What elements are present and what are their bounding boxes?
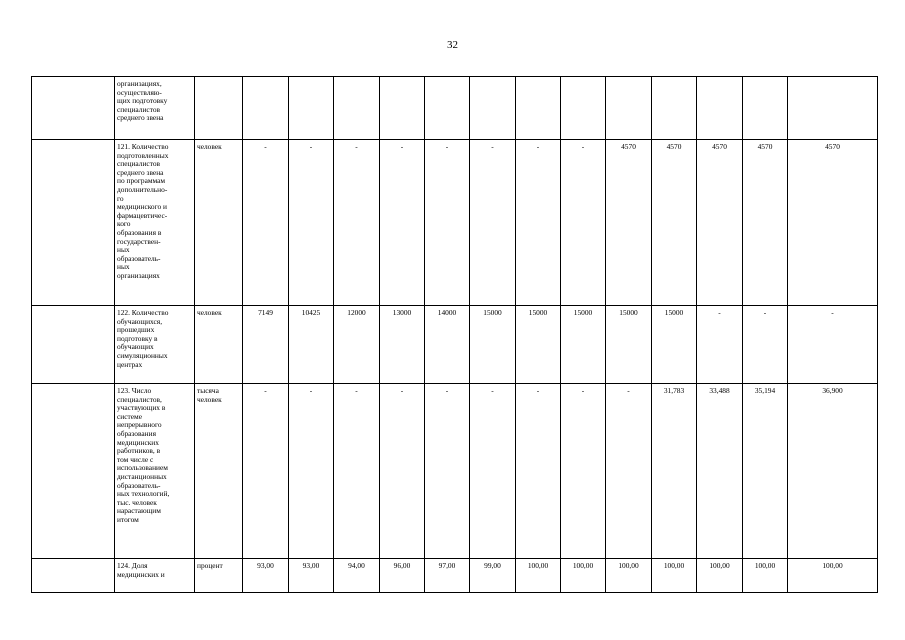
indicator-name-cell-line: щих подготовку <box>117 96 168 106</box>
indicator-name-cell <box>115 384 195 559</box>
indicator-name-cell <box>115 77 195 140</box>
indicator-name-cell-line: среднего звена <box>117 167 164 177</box>
table-row <box>32 140 878 306</box>
value-cell: 4570 <box>743 140 788 306</box>
value-cell: 93,00 <box>289 559 334 593</box>
indicator-name-cell-line: дистанционных <box>117 471 167 481</box>
indicator-name-cell-line: дополнительно- <box>117 184 168 194</box>
value-cell: 93,00 <box>243 559 289 593</box>
indicator-name-cell-line: го <box>117 193 124 203</box>
indicator-table <box>31 76 878 593</box>
value-cell <box>334 77 380 140</box>
indicator-name-cell-line: нарастающим <box>117 506 161 516</box>
unit-cell-line: тысяча <box>197 386 219 395</box>
indicator-name-cell-line: ных технологий, <box>117 489 170 499</box>
indicator-name-cell-line: кого <box>117 219 131 229</box>
value-cell: - <box>697 306 743 384</box>
value-cell: 13000 <box>380 306 425 384</box>
value-cell: 14000 <box>425 306 470 384</box>
indicator-name-cell-line: прошедших <box>117 325 155 335</box>
indicator-name-cell-line: специалистов, <box>117 394 162 404</box>
indicator-name-cell-line: обучающих <box>117 342 154 352</box>
unit-cell-line: человек <box>197 308 222 317</box>
indicator-name-cell-line: участвующих в <box>117 403 166 413</box>
indicator-name-cell-line: подготовленных <box>117 150 169 160</box>
value-cell <box>425 77 470 140</box>
value-cell: 36,900 <box>788 384 878 559</box>
table-row <box>32 77 878 140</box>
value-cell: 12000 <box>334 306 380 384</box>
indicator-name-cell <box>115 140 195 306</box>
unit-cell-line: процент <box>197 561 223 570</box>
indicator-name-cell-line: обучающихся, <box>117 316 163 326</box>
value-cell: 15000 <box>470 306 516 384</box>
value-cell: - <box>788 306 878 384</box>
value-cell: - <box>516 140 561 306</box>
blank-cell <box>32 140 115 306</box>
value-cell: 99,00 <box>470 559 516 593</box>
value-cell: 100,00 <box>561 559 606 593</box>
value-cell <box>743 77 788 140</box>
unit-cell <box>195 77 243 140</box>
indicator-name-cell-line: специалистов <box>117 159 161 169</box>
value-cell: 4570 <box>697 140 743 306</box>
value-cell: 100,00 <box>606 559 652 593</box>
value-cell: - <box>243 140 289 306</box>
value-cell: - <box>380 384 425 559</box>
value-cell <box>243 77 289 140</box>
indicator-name-cell-line: ных <box>117 245 130 255</box>
value-cell <box>289 77 334 140</box>
value-cell: - <box>289 384 334 559</box>
value-cell: - <box>425 140 470 306</box>
indicator-name-cell-line: государствен- <box>117 236 161 246</box>
value-cell: - <box>516 384 561 559</box>
blank-cell <box>32 306 115 384</box>
indicator-name-cell-line: фармацевтичес- <box>117 210 168 220</box>
value-cell: 31,783 <box>652 384 697 559</box>
value-cell: - <box>380 140 425 306</box>
indicator-name-cell-line: 121. Количество <box>117 142 169 151</box>
value-cell: 10425 <box>289 306 334 384</box>
indicator-name-cell-line: медицинских <box>117 437 159 447</box>
value-cell: 15000 <box>652 306 697 384</box>
unit-cell <box>195 140 243 306</box>
blank-cell <box>32 384 115 559</box>
value-cell: - <box>425 384 470 559</box>
indicator-name-cell-line: ных <box>117 262 130 272</box>
value-cell: - <box>561 384 606 559</box>
value-cell <box>788 77 878 140</box>
value-cell: - <box>289 140 334 306</box>
indicator-name-cell-line: осуществляю- <box>117 87 162 97</box>
value-cell: 100,00 <box>697 559 743 593</box>
value-cell <box>561 77 606 140</box>
indicator-name-cell-line: центрах <box>117 359 143 369</box>
unit-cell-line: человек <box>197 394 222 404</box>
value-cell: 96,00 <box>380 559 425 593</box>
value-cell: - <box>243 384 289 559</box>
value-cell: 100,00 <box>788 559 878 593</box>
value-cell: 4570 <box>788 140 878 306</box>
value-cell: 97,00 <box>425 559 470 593</box>
value-cell: 15000 <box>561 306 606 384</box>
indicator-name-cell-line: 122. Количество <box>117 308 169 317</box>
indicator-name-cell-line: медицинского и <box>117 202 167 212</box>
indicator-name-cell-line: использованием <box>117 463 168 473</box>
value-cell: 4570 <box>652 140 697 306</box>
value-cell: 100,00 <box>743 559 788 593</box>
value-cell: 7149 <box>243 306 289 384</box>
indicator-name-cell-line: 123. Число <box>117 386 152 395</box>
value-cell: 100,00 <box>652 559 697 593</box>
table-body <box>32 77 878 593</box>
value-cell <box>652 77 697 140</box>
value-cell <box>697 77 743 140</box>
indicator-name-cell-line: том числе с <box>117 454 154 464</box>
page-number: 32 <box>447 39 458 51</box>
indicator-name-cell-line: специалистов <box>117 104 161 114</box>
indicator-name-cell-line: медицинских и <box>117 569 165 579</box>
indicator-name-cell-line: итогом <box>117 514 139 524</box>
value-cell: 15000 <box>516 306 561 384</box>
table-row <box>32 384 878 559</box>
value-cell <box>606 77 652 140</box>
value-cell: - <box>743 306 788 384</box>
value-cell: - <box>334 140 380 306</box>
value-cell: - <box>606 384 652 559</box>
value-cell: - <box>470 140 516 306</box>
indicator-name-cell-line: системе <box>117 411 142 421</box>
unit-cell <box>195 306 243 384</box>
blank-cell <box>32 77 115 140</box>
indicator-name-cell-line: образования в <box>117 227 162 237</box>
indicator-name-cell-line: образователь- <box>117 480 161 490</box>
indicator-name-cell-line: образователь- <box>117 253 161 263</box>
value-cell: 4570 <box>606 140 652 306</box>
indicator-name-cell-line: организациях <box>117 270 160 280</box>
unit-cell-line: человек <box>197 142 222 151</box>
indicator-name-cell-line: организациях, <box>117 79 162 88</box>
indicator-name-cell-line: подготовку в <box>117 333 158 343</box>
indicator-name-cell <box>115 306 195 384</box>
indicator-name-cell-line: тыс. человек <box>117 497 157 507</box>
value-cell: - <box>470 384 516 559</box>
value-cell <box>516 77 561 140</box>
value-cell: 35,194 <box>743 384 788 559</box>
value-cell <box>380 77 425 140</box>
blank-cell <box>32 559 115 593</box>
value-cell: 33,488 <box>697 384 743 559</box>
indicator-name-cell-line: образования <box>117 428 156 438</box>
indicator-name-cell-line: по программам <box>117 176 166 186</box>
value-cell <box>470 77 516 140</box>
indicator-name-cell-line: среднего звена <box>117 113 164 123</box>
value-cell: 94,00 <box>334 559 380 593</box>
value-cell: - <box>561 140 606 306</box>
table-row <box>32 306 878 384</box>
indicator-name-cell-line: работников, в <box>117 446 161 456</box>
indicator-name-cell <box>115 559 195 593</box>
table-row <box>32 559 878 593</box>
value-cell: - <box>334 384 380 559</box>
unit-cell <box>195 559 243 593</box>
value-cell: 15000 <box>606 306 652 384</box>
unit-cell <box>195 384 243 559</box>
indicator-name-cell-line: симуляционных <box>117 350 168 360</box>
value-cell: 100,00 <box>516 559 561 593</box>
indicator-name-cell-line: 124. Доля <box>117 561 148 570</box>
indicator-name-cell-line: непрерывного <box>117 420 162 430</box>
